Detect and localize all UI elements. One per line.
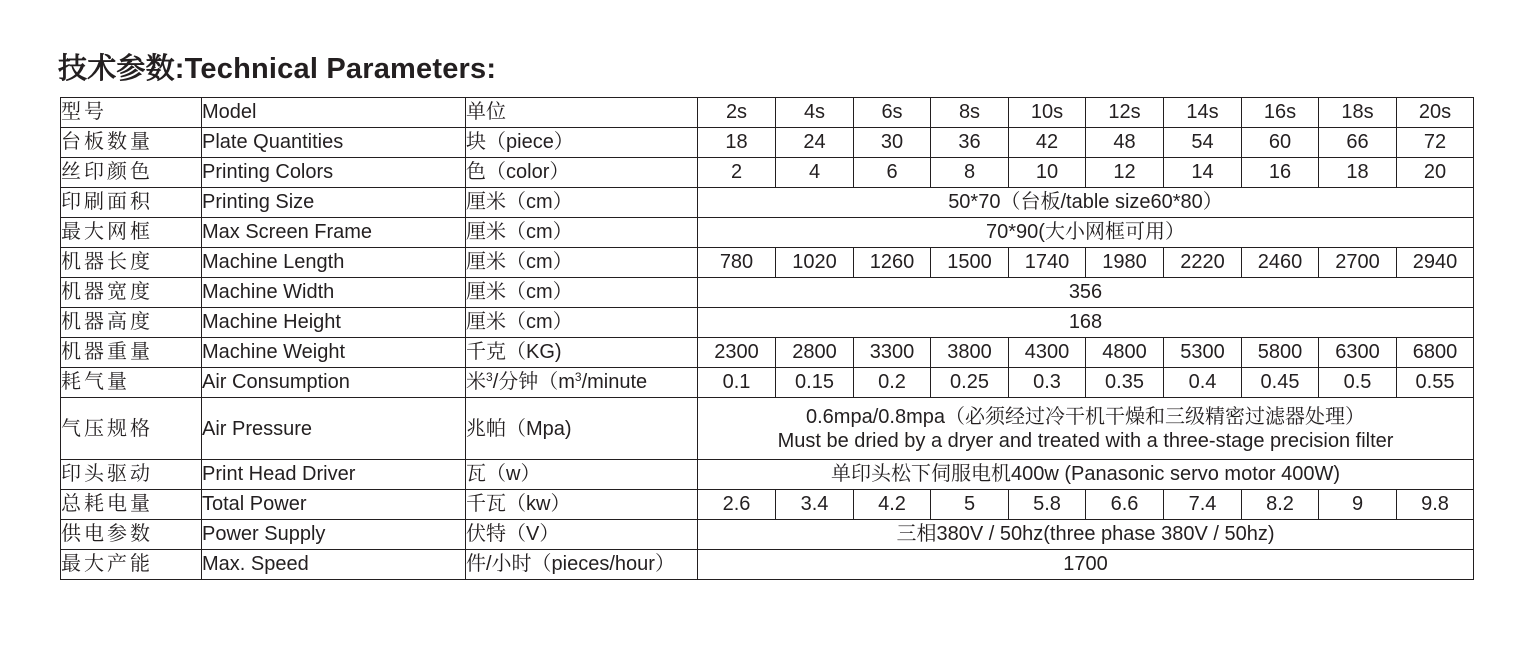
param-value: 0.15	[776, 368, 854, 398]
unit-text: /分钟（m	[492, 371, 575, 393]
param-unit: 千瓦（kw）	[466, 490, 698, 520]
param-value: 0.35	[1086, 368, 1164, 398]
table-row	[61, 550, 1474, 580]
param-name-cn: 型号	[61, 98, 202, 128]
table-row	[61, 338, 1474, 368]
param-unit: 厘米（cm）	[466, 248, 698, 278]
param-name-en: Power Supply	[202, 520, 466, 550]
param-name-cn: 印刷面积	[61, 188, 202, 218]
param-unit: 厘米（cm）	[466, 278, 698, 308]
param-value: 14	[1164, 158, 1242, 188]
param-value: 6s	[854, 98, 931, 128]
table-row	[61, 460, 1474, 490]
param-value: 18	[1319, 158, 1397, 188]
table-row	[61, 98, 1474, 128]
param-name-en: Machine Length	[202, 248, 466, 278]
param-unit	[466, 368, 698, 398]
param-value: 3.4	[776, 490, 854, 520]
param-value: 36	[931, 128, 1009, 158]
param-name-cn: 机器宽度	[61, 278, 202, 308]
param-unit: 厘米（cm）	[466, 188, 698, 218]
param-value: 2	[698, 158, 776, 188]
param-name-en: Plate Quantities	[202, 128, 466, 158]
param-name-en: Machine Width	[202, 278, 466, 308]
table-row	[61, 368, 1474, 398]
param-value: 60	[1242, 128, 1319, 158]
param-name-en: Total Power	[202, 490, 466, 520]
table-row	[61, 248, 1474, 278]
param-value: 66	[1319, 128, 1397, 158]
param-value: 18s	[1319, 98, 1397, 128]
table-row	[61, 188, 1474, 218]
param-value: 2460	[1242, 248, 1319, 278]
param-value: 9.8	[1397, 490, 1474, 520]
param-value: 4	[776, 158, 854, 188]
param-value-merged: 70*90(大小网框可用）	[698, 218, 1474, 248]
unit-text: /minute	[581, 371, 648, 393]
param-value: 5800	[1242, 338, 1319, 368]
param-value: 24	[776, 128, 854, 158]
param-value: 10s	[1009, 98, 1086, 128]
table-row	[61, 398, 1474, 460]
unit-superscript: 3	[486, 370, 493, 384]
param-value: 6800	[1397, 338, 1474, 368]
table-row	[61, 490, 1474, 520]
param-unit: 块（piece）	[466, 128, 698, 158]
param-value: 4.2	[854, 490, 931, 520]
param-value: 16	[1242, 158, 1319, 188]
param-value: 20s	[1397, 98, 1474, 128]
param-value-merged: 三相380V / 50hz(three phase 380V / 50hz)	[698, 520, 1474, 550]
param-name-en: Print Head Driver	[202, 460, 466, 490]
param-value: 42	[1009, 128, 1086, 158]
param-value: 54	[1164, 128, 1242, 158]
param-value: 10	[1009, 158, 1086, 188]
param-value: 6.6	[1086, 490, 1164, 520]
param-value: 1980	[1086, 248, 1164, 278]
param-unit: 伏特（V）	[466, 520, 698, 550]
param-value-merged	[698, 398, 1474, 460]
param-value: 8s	[931, 98, 1009, 128]
param-value: 5.8	[1009, 490, 1086, 520]
param-value: 0.2	[854, 368, 931, 398]
param-value: 5	[931, 490, 1009, 520]
table-body	[61, 98, 1474, 580]
unit-text: 米	[466, 371, 486, 393]
param-name-en: Machine Height	[202, 308, 466, 338]
param-value: 18	[698, 128, 776, 158]
param-name-cn: 气压规格	[61, 398, 202, 460]
param-unit: 兆帕（Mpa)	[466, 398, 698, 460]
param-value: 0.5	[1319, 368, 1397, 398]
param-value: 4300	[1009, 338, 1086, 368]
page-title: 技术参数:Technical Parameters:	[58, 53, 497, 85]
param-value-merged: 单印头松下伺服电机400w (Panasonic servo motor 400W)	[698, 460, 1474, 490]
param-name-cn: 台板数量	[61, 128, 202, 158]
param-value: 1740	[1009, 248, 1086, 278]
param-value: 12	[1086, 158, 1164, 188]
param-value: 14s	[1164, 98, 1242, 128]
merged-line: Must be dried by a dryer and treated with a three-stage precision filter	[777, 429, 1394, 452]
param-name-cn: 最大网框	[61, 218, 202, 248]
param-value-merged: 1700	[698, 550, 1474, 580]
param-name-en: Max Screen Frame	[202, 218, 466, 248]
param-value: 6	[854, 158, 931, 188]
param-value: 48	[1086, 128, 1164, 158]
param-unit: 件/小时（pieces/hour）	[466, 550, 698, 580]
param-value: 30	[854, 128, 931, 158]
param-name-cn: 耗气量	[61, 368, 202, 398]
param-value-merged: 50*70（台板/table size60*80）	[698, 188, 1474, 218]
param-value: 3300	[854, 338, 931, 368]
param-name-en: Printing Colors	[202, 158, 466, 188]
table-row	[61, 308, 1474, 338]
param-name-en: Max. Speed	[202, 550, 466, 580]
param-name-en: Machine Weight	[202, 338, 466, 368]
param-value: 16s	[1242, 98, 1319, 128]
param-value: 0.25	[931, 368, 1009, 398]
param-value: 3800	[931, 338, 1009, 368]
param-unit: 千克（KG)	[466, 338, 698, 368]
table-row	[61, 128, 1474, 158]
param-value: 2940	[1397, 248, 1474, 278]
param-value: 4s	[776, 98, 854, 128]
table-row	[61, 158, 1474, 188]
param-value: 1020	[776, 248, 854, 278]
param-name-cn: 机器长度	[61, 248, 202, 278]
param-value: 780	[698, 248, 776, 278]
param-value: 8	[931, 158, 1009, 188]
param-value: 72	[1397, 128, 1474, 158]
merged-line: 0.6mpa/0.8mpa（必须经过冷干机干燥和三级精密过滤器处理）	[806, 405, 1365, 428]
param-value: 0.45	[1242, 368, 1319, 398]
param-unit: 厘米（cm）	[466, 218, 698, 248]
param-value: 2220	[1164, 248, 1242, 278]
param-value: 2.6	[698, 490, 776, 520]
param-unit: 色（color）	[466, 158, 698, 188]
table-row	[61, 218, 1474, 248]
param-name-en: Air Consumption	[202, 368, 466, 398]
param-name-cn: 最大产能	[61, 550, 202, 580]
param-value: 6300	[1319, 338, 1397, 368]
param-value: 4800	[1086, 338, 1164, 368]
param-name-cn: 总耗电量	[61, 490, 202, 520]
param-name-cn: 机器高度	[61, 308, 202, 338]
param-value-merged: 356	[698, 278, 1474, 308]
param-name-cn: 印头驱动	[61, 460, 202, 490]
param-value: 2700	[1319, 248, 1397, 278]
param-unit: 单位	[466, 98, 698, 128]
param-value: 5300	[1164, 338, 1242, 368]
unit-superscript: 3	[574, 370, 582, 384]
param-name-en: Printing Size	[202, 188, 466, 218]
param-value: 2s	[698, 98, 776, 128]
param-value: 9	[1319, 490, 1397, 520]
param-value-merged: 168	[698, 308, 1474, 338]
param-value: 0.4	[1164, 368, 1242, 398]
param-name-cn: 机器重量	[61, 338, 202, 368]
param-value: 7.4	[1164, 490, 1242, 520]
param-value: 8.2	[1242, 490, 1319, 520]
param-value: 12s	[1086, 98, 1164, 128]
param-unit: 厘米（cm）	[466, 308, 698, 338]
table-row	[61, 278, 1474, 308]
param-value: 1500	[931, 248, 1009, 278]
param-name-en: Air Pressure	[202, 398, 466, 460]
param-value: 20	[1397, 158, 1474, 188]
param-value: 1260	[854, 248, 931, 278]
param-value: 2800	[776, 338, 854, 368]
param-unit: 瓦（w）	[466, 460, 698, 490]
param-name-en: Model	[202, 98, 466, 128]
param-value: 2300	[698, 338, 776, 368]
technical-parameters-table	[60, 97, 1474, 580]
param-name-cn: 丝印颜色	[61, 158, 202, 188]
table-row	[61, 520, 1474, 550]
param-value: 0.1	[698, 368, 776, 398]
param-value: 0.3	[1009, 368, 1086, 398]
param-name-cn: 供电参数	[61, 520, 202, 550]
param-value: 0.55	[1397, 368, 1474, 398]
